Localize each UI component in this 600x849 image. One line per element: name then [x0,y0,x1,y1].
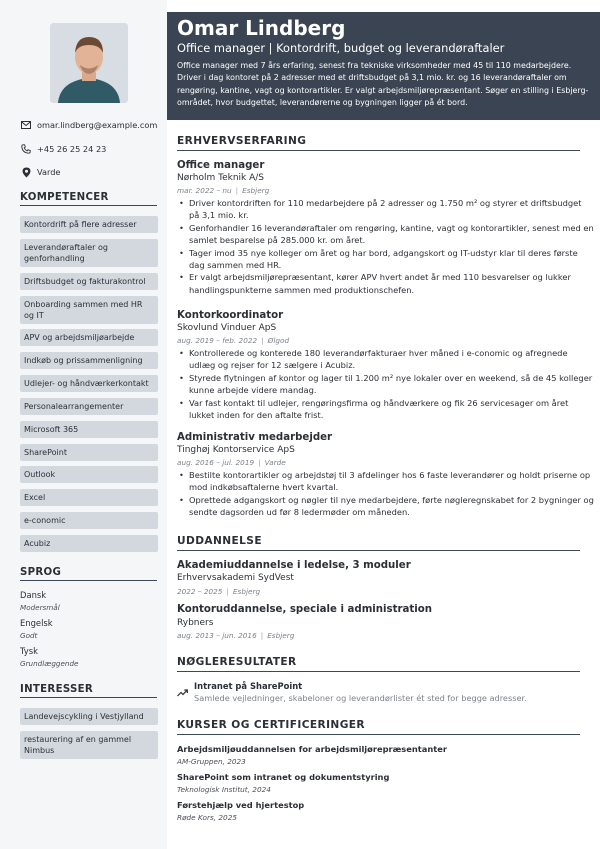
phone-icon [20,143,32,155]
candidate-summary: Office manager med 7 års erfaring, senest fra tekniske virksomheder med 45 til 110 medarbejdere. Driver i dag kontoret på 2 adresser med et driftsbudget på 3,1 mio. kr. og 16 leverandøraftaler om rengøring, kantine, vagt og kontorartikler. Er valgt arbejdsmiljørepræsentant. Søger en stilling i Esbjerg-området, hvor budgettet, leverandørerne og bygningen ligger på ét bord. [177,61,589,107]
skill-tag: Excel [20,489,158,506]
skill-tag: Outlook [20,466,158,483]
job-title: Kontorkoordinator [177,310,284,321]
job-title: Office manager [177,160,265,171]
course-meta: Teknologisk Institut, 2024 [177,785,271,794]
course-name: Førstehjælp ved hjertestop [177,800,305,810]
job-bullet: • Bestilte kontorartikler og arbejdstøj til 3 afdelinger hos 6 faste leverandører og holdt priserne op mod indkøbsaftalerne hvert kvartal. [189,469,594,494]
education-period: 2022 – 2025 [177,587,223,596]
interest-tag: Landevejscykling i Vestjylland [20,708,158,725]
contact-email[interactable] [20,119,157,131]
skill-tag: Personalearrangementer [20,398,158,415]
education-place: Esbjerg [267,631,295,640]
trend-up-icon [177,682,188,701]
language-level: Godt [20,631,38,640]
language-name: Engelsk [20,618,53,628]
skill-tag: Acubiz [20,535,158,552]
education-title: Akademiuddannelse i ledelse, 3 moduler [177,560,411,571]
job-period: aug. 2016 – jul. 2019 [177,458,255,467]
job-meta: aug. 2016 – jul. 2019 | Varde [177,458,286,467]
language-level: Grundlæggende [20,659,79,668]
languages-heading: SPROG [20,567,157,581]
location-text: Varde [37,167,61,177]
job-bullet: • Styrede flytningen af kontor og lager til 1.200 m² nye lokaler over en weekend, så de 45 kolleger kunne arbejde videre mandag. [189,372,594,397]
job-company: Nørholm Teknik A/S [177,173,265,183]
skill-tag: Kontordrift på flere adresser [20,216,158,233]
language-name: Dansk [20,590,47,600]
achievements-heading: NØGLERESULTATER [177,656,580,672]
skill-tag: Udlejer- og håndværkerkontakt [20,375,158,392]
interest-tag: restaurering af en gammel Nimbus [20,731,158,759]
job-bullet: • Var fast kontakt til udlejer, rengøringsfirma og håndværkere og fik 26 servicesager om året lukket inden for den aftalte frist. [189,397,594,422]
job-bullets [177,197,594,296]
job-title: Administrativ medarbejder [177,432,333,443]
interests-heading: INTERESSER [20,684,157,698]
skill-tag: Indkøb og prissammenligning [20,352,158,369]
education-place: Esbjerg [232,587,261,596]
job-company: Tinghøj Kontorservice ApS [177,445,295,455]
job-place: Varde [264,458,286,467]
job-bullet: • Driver kontordriften for 110 medarbejdere på 2 adresser og 1.750 m² og styrer et driftsbudget på 3,1 mio. kr. [189,197,594,222]
contact-phone[interactable] [20,143,106,155]
candidate-name: Omar Lindberg [177,16,346,40]
education-heading: UDDANNELSE [177,535,580,551]
job-place: Esbjerg [242,186,270,195]
courses-heading: KURSER OG CERTIFICERINGER [177,719,580,735]
education-school: Rybners [177,618,214,628]
job-bullet: • Oprettede adgangskort og nøgler til nye medarbejdere, førte nøgleregnskabet for 2 bygninger og sendte dagsorden ud før 8 ledermøder om måneden. [189,494,594,519]
job-bullet: • Genforhandler 16 leverandøraftaler om rengøring, kantine, vagt og kontorartikler, senest med en samlet besparelse på 285.000 kr. om året. [189,222,594,247]
header-banner [167,12,600,120]
language-name: Tysk [20,646,38,656]
contact-location [20,166,60,178]
education-meta: 2022 – 2025 | Esbjerg [177,587,261,596]
job-company: Skovlund Vinduer ApS [177,323,277,333]
skill-tag: Leverandøraftaler og genforhandling [20,239,158,267]
phone-text: +45 26 25 24 23 [37,144,107,154]
course-name: Arbejdsmiljøuddannelsen for arbejdsmiljørepræsentanter [177,744,447,754]
job-place: Ølgod [267,336,290,345]
course-meta: Røde Kors, 2025 [177,813,237,822]
skill-tag: Driftsbudget og fakturakontrol [20,273,158,290]
skill-tag: Microsoft 365 [20,421,158,438]
sidebar [0,0,167,849]
education-period: aug. 2013 – jun. 2016 [177,631,257,640]
achievement-desc: Samlede vejledninger, skabeloner og leverandørlister ét sted for begge adresser. [194,693,527,703]
job-meta: aug. 2019 – feb. 2022 | Ølgod [177,336,290,345]
job-period: mar. 2022 – nu [177,186,232,195]
mail-icon [20,119,32,131]
job-bullets [177,347,594,421]
language-level: Modersmål [20,603,60,612]
candidate-title: Office manager | Kontordrift, budget og leverandøraftaler [177,41,505,55]
skill-tag: APV og arbejdsmiljøarbejde [20,329,158,346]
job-bullets [177,469,594,519]
achievement-title: Intranet på SharePoint [194,681,303,691]
skill-tag: Onboarding sammen med HR og IT [20,296,158,324]
job-period: aug. 2019 – feb. 2022 [177,336,258,345]
course-meta: AM-Gruppen, 2023 [177,757,246,766]
education-title: Kontoruddannelse, speciale i administration [177,604,432,615]
education-school: Erhvervsakademi SydVest [177,573,294,583]
experience-heading: ERHVERVSERFARING [177,135,580,151]
course-name: SharePoint som intranet og dokumentstyring [177,772,390,782]
job-bullet: • Tager imod 35 nye kolleger om året og har bord, adgangskort og IT-udstyr klar til deres første dag sammen med HR. [189,247,594,272]
main-content [167,0,600,849]
skills-heading: KOMPETENCER [20,192,157,206]
skill-tag: SharePoint [20,444,158,461]
location-pin-icon [20,166,32,178]
job-bullet: • Kontrollerede og konterede 180 leverandørfakturaer hver måned i e-conomic og afregnede udlæg og rejser for 12 sælgere i Acubiz. [189,347,594,372]
job-bullet: • Er valgt arbejdsmiljørepræsentant, kører APV hvert andet år med 110 besvarelser og lukker handlingspunkterne sammen med produktionschefen. [189,271,594,296]
skill-tag: e-conomic [20,512,158,529]
profile-photo [50,23,128,103]
email-text: omar.lindberg@example.com [37,120,158,130]
job-meta: mar. 2022 – nu | Esbjerg [177,186,270,195]
education-meta: aug. 2013 – jun. 2016 | Esbjerg [177,631,295,640]
